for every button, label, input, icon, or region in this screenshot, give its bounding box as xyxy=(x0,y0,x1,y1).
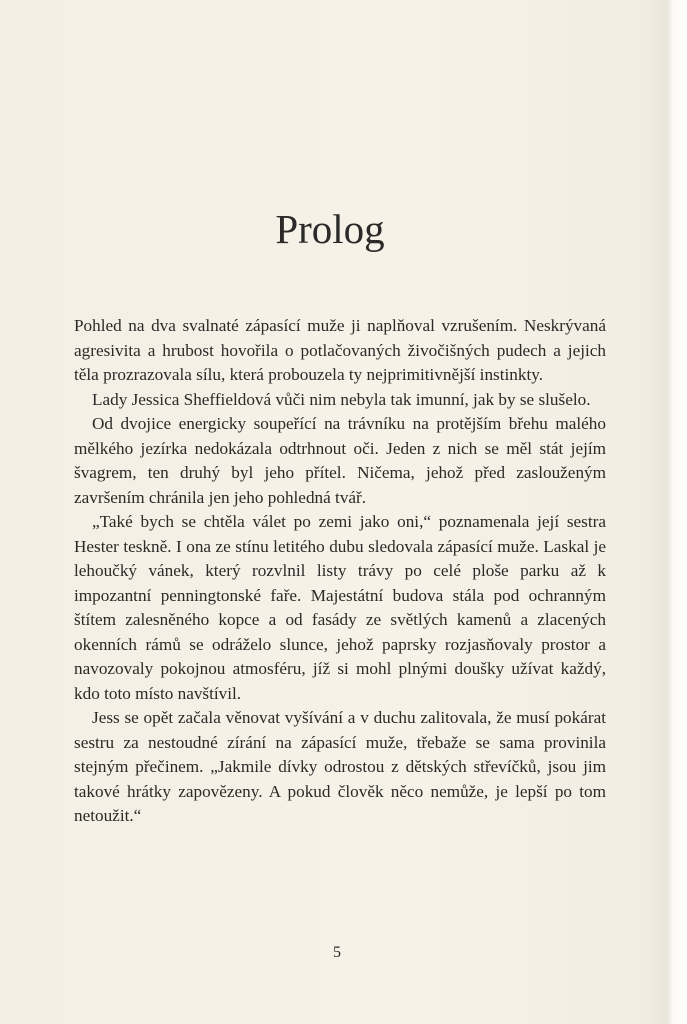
paragraph: Pohled na dva svalnaté zápasící muže ji naplňoval vzrušením. Neskrývaná agresivita a hrubost hovořila o potlačovaných živočišných pudech a jejich těla prozrazovala sílu, která probouzela ty nejprimitivnější instinkty. xyxy=(74,316,606,384)
page-number: 5 xyxy=(333,944,341,961)
paragraph: Jess se opět začala věnovat vyšívání a v duchu zalitovala, že musí pokárat sestru za nestoudné zírání na zápasící muže, třebaže se sama provinila stejným přečinem. „Jakmile dívky odrostou z dětských střevíčků, jsou jim takové hrátky zapovězeny. A pokud člověk něco nemůže, je lepší po tom netoužit.“ xyxy=(74,708,606,825)
paragraph: Od dvojice energicky soupeřící na trávníku na protějším břehu malého mělkého jezírka nedokázala odtrhnout oči. Jeden z nich se měl stát jejím švagrem, ten druhý byl jeho přítel. Ničema, jehož před zaslouženým završením chránila jen jeho pohledná tvář. xyxy=(74,414,606,507)
chapter-title: Prolog xyxy=(275,206,385,252)
paragraph: Lady Jessica Sheffieldová vůči nim nebyla tak imunní, jak by se slušelo. xyxy=(92,389,591,409)
paragraph: „Také bych se chtěla válet po zemi jako oni,“ poznamenala její sestra Hester teskně. I ona ze stínu letitého dubu sledovala zápasící muže. Laskal je lehoučký vánek, který rozvlnil listy trávy po celé ploše parku až k impozantní penningtonské faře. Majestátní budova stála pod ochranným štítem zalesněného kopce a od fasády ze světlých kamenů a zlacených okenních rámů se odráželo slunce, jehož paprsky rozjasňovaly prostor a navozovaly pokojnou atmosféru, jíž si mohl plnými doušky užívat každý, kdo toto místo navštívil. xyxy=(74,512,606,703)
chapter-body xyxy=(74,314,606,829)
